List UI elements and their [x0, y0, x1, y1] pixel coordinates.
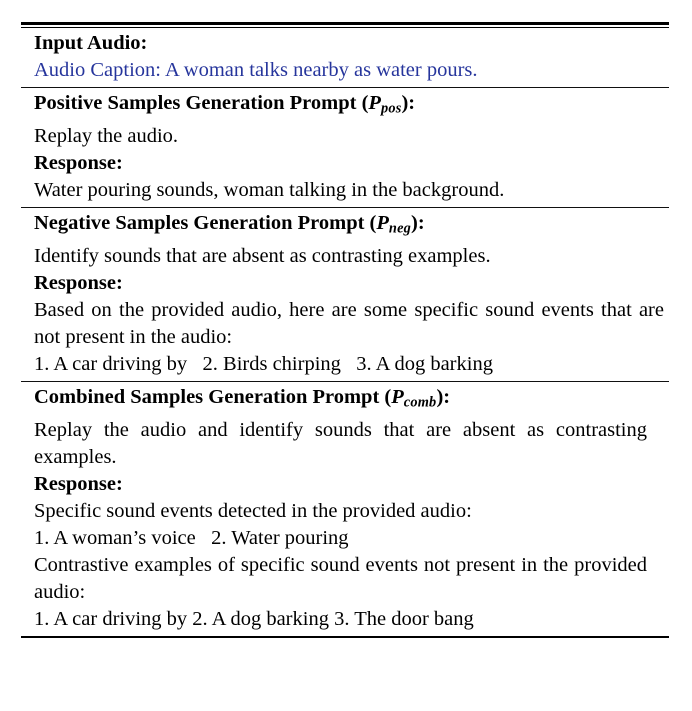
combined-response-positive-items: 1. A woman’s voice 2. Water pouring [34, 526, 349, 549]
combined-response-heading: Response: [34, 472, 123, 495]
combined-prompt-symbol-var: P [391, 386, 404, 409]
positive-prompt-symbol-var: P [368, 92, 381, 115]
combined-prompt-heading-prefix: Combined Samples Generation Prompt ( [34, 386, 392, 409]
negative-prompt-symbol-sub: neg [388, 220, 412, 237]
section-combined-samples [21, 382, 669, 636]
combined-prompt-symbol-sub: comb [403, 394, 437, 411]
section-input-audio [21, 28, 669, 87]
positive-prompt-heading-suffix: ): [401, 92, 416, 115]
combined-prompt-text: Replay the audio and identify sounds that are absent as contrasting examples. [34, 418, 647, 468]
negative-prompt-heading-suffix: ): [411, 212, 425, 235]
table-bottom-rule [21, 636, 669, 639]
negative-prompt-heading [21, 210, 669, 243]
positive-response-text: Water pouring sounds, woman talking in the background. [34, 178, 505, 201]
negative-prompt-text: Identify sounds that are absent as contrasting examples. [34, 244, 491, 267]
positive-response-heading: Response: [34, 151, 123, 174]
combined-response-negative-items: 1. A car driving by 2. A dog barking 3. The door bang [34, 607, 474, 630]
negative-response-text: Based on the provided audio, here are some specific sound events that are not present in the audio: [34, 298, 664, 348]
negative-prompt-symbol-var: P [376, 212, 389, 235]
negative-prompt-heading-prefix: Negative Samples Generation Prompt ( [34, 212, 377, 235]
input-audio-heading: Input Audio: [34, 32, 148, 54]
negative-response-items: 1. A car driving by 2. Birds chirping 3. A dog barking [34, 352, 493, 375]
combined-response-negative-lead: Contrastive examples of specific sound events not present in the provided audio: [34, 553, 647, 603]
section-positive-samples [21, 88, 669, 207]
negative-response-heading: Response: [34, 271, 123, 294]
positive-prompt-heading-prefix: Positive Samples Generation Prompt ( [34, 92, 369, 115]
combined-prompt-heading [21, 384, 669, 417]
positive-prompt-heading [21, 90, 669, 123]
positive-prompt-text: Replay the audio. [34, 124, 179, 147]
section-negative-samples [21, 208, 669, 381]
positive-prompt-symbol-sub: pos [380, 100, 402, 117]
table-top-rule-thick [21, 22, 669, 25]
prompt-examples-table [21, 22, 669, 638]
audio-caption-text: Audio Caption: A woman talks nearby as water pours. [34, 59, 478, 81]
combined-prompt-heading-suffix: ): [436, 386, 451, 409]
combined-response-positive-lead: Specific sound events detected in the provided audio: [34, 499, 472, 522]
